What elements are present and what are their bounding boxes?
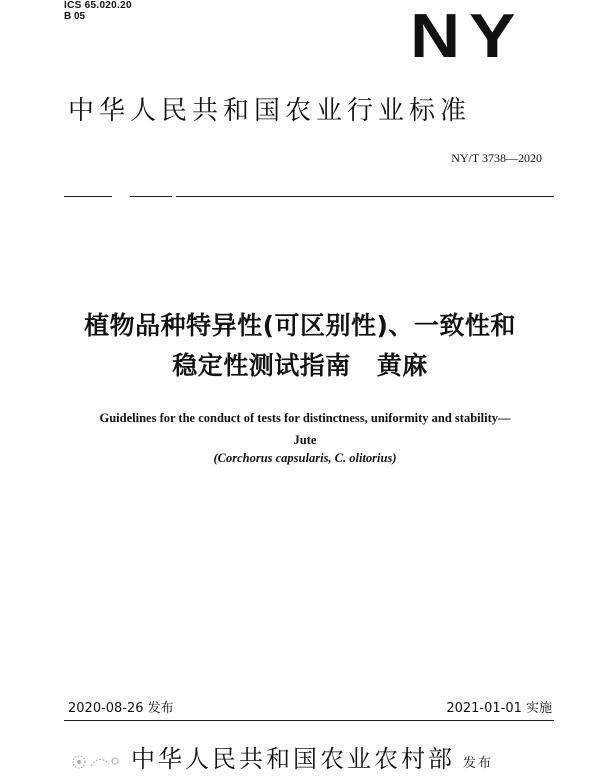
chinese-title-main: 稳定性测试指南 bbox=[172, 351, 351, 380]
bottom-divider bbox=[64, 720, 554, 721]
ccs-code: B 05 bbox=[64, 11, 86, 22]
issuing-authority bbox=[65, 744, 493, 779]
english-title-line-1: Guidelines for the conduct of tests for distinctness, uniformity and stability— bbox=[99, 411, 511, 425]
national-emblem-icon bbox=[65, 750, 125, 770]
english-title-line-2: Jute bbox=[293, 433, 317, 447]
issuer-name: 中华人民共和国农业农村部 bbox=[131, 745, 455, 773]
publication-date: 2020-08-26 发布 bbox=[68, 701, 174, 716]
implementation-date: 2021-01-01 实施 bbox=[446, 701, 552, 716]
standard-number: NY/T 3738—2020 bbox=[451, 151, 542, 165]
standard-category-header: 中华人民共和国农业行业标准 bbox=[68, 96, 472, 126]
chinese-title-crop: 黄麻 bbox=[376, 351, 428, 380]
top-divider bbox=[64, 196, 554, 197]
issuer-action: 发布 bbox=[463, 756, 494, 771]
chinese-title-line-1: 植物品种特异性(可区别性)、一致性和 bbox=[84, 311, 516, 340]
ny-logo: NY bbox=[410, 2, 525, 71]
chinese-title-line-2 bbox=[0, 350, 600, 382]
english-title-line-3: (Corchorus capsularis, C. olitorius) bbox=[213, 451, 397, 465]
ics-code: ICS 65.020.20 bbox=[64, 0, 132, 11]
